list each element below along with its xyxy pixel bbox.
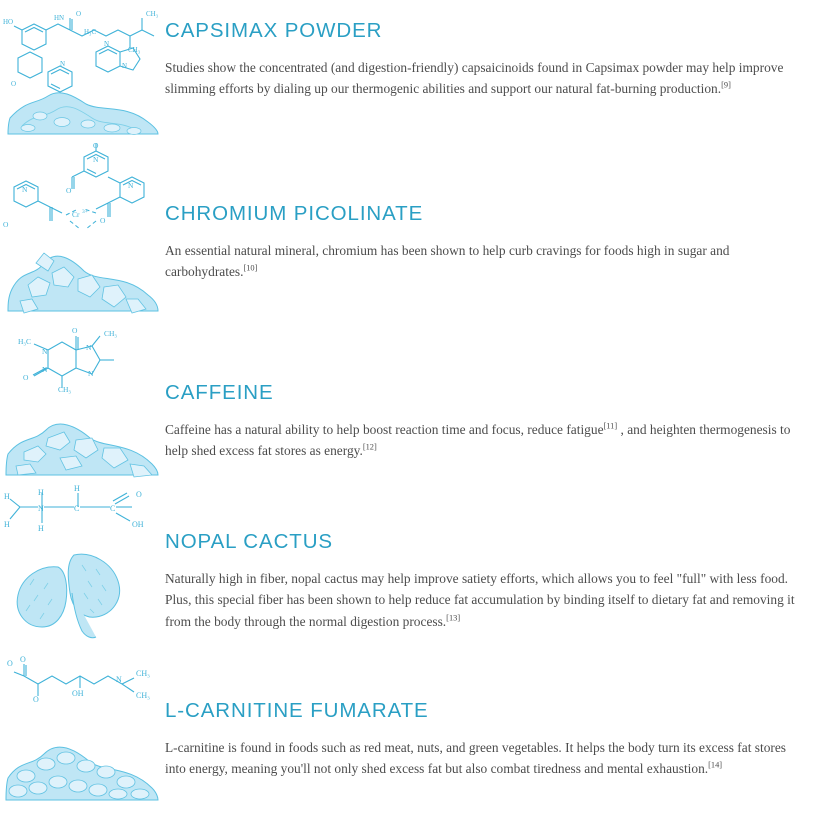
ingredient-body-capsimax-powder [165,57,802,100]
body-text: Caffeine has a natural ability to help boost reaction time and focus, reduce fatigue [165,421,604,437]
ingredient-capsimax-powder [0,0,824,143]
ingredient-body-l-carnitine-fumarate [165,737,802,780]
ingredient-nopal-cactus [0,481,824,652]
svg-text:O: O [76,10,82,18]
svg-text:O: O [23,373,29,382]
svg-text:CH₃: CH₃ [128,46,141,54]
page-title-nopal-cactus: NOPAL CACTUS [165,530,333,553]
chromium-picolinate-molecule-and-mineral-illustration [0,143,165,324]
svg-text:N: N [22,185,28,194]
svg-text:H: H [74,484,80,493]
svg-text:N: N [42,347,48,356]
page-title-caffeine: CAFFEINE [165,381,274,404]
svg-text:HN: HN [54,14,65,22]
citation-marker: [9] [721,80,731,90]
svg-text:C: C [110,504,116,513]
svg-text:O: O [93,143,99,150]
ingredient-caffeine [0,324,824,481]
ingredient-body-nopal-cactus [165,568,802,633]
svg-text:O: O [7,659,13,668]
svg-text:H₃C: H₃C [18,337,32,346]
citation-marker: [12] [362,442,377,452]
body-text: , and heighten thermogenesis to help shed excess fat stores as energy. [165,421,791,459]
svg-text:O: O [3,220,9,229]
page-title-capsimax-powder: CAPSIMAX POWDER [165,19,383,42]
svg-text:H: H [38,524,44,533]
svg-text:N: N [86,343,92,352]
svg-text:N: N [122,62,128,70]
citation-marker: [10] [243,263,258,273]
page-title-l-carnitine-fumarate: L-CARNITINE FUMARATE [165,699,429,722]
svg-text:CH₃: CH₃ [136,669,150,678]
nopal-cactus-molecule-and-cactus-illustration [0,481,165,652]
citation-marker: [13] [446,613,461,623]
body-text: L-carnitine is found in foods such as red meat, nuts, and green vegetables. It helps the body turn its excess fat stores into energy, meaning you'll not only shed excess fat but also combat tiredness and mental exhaustion. [165,739,787,777]
svg-text:O: O [100,216,106,225]
citation-marker: [14] [708,760,723,770]
svg-text:O: O [11,80,17,88]
ingredient-l-carnitine-fumarate [0,652,824,812]
svg-text:N: N [128,181,134,190]
svg-text:O: O [72,326,78,335]
svg-text:N: N [116,675,122,684]
l-carnitine-molecule-and-granules-illustration [0,652,165,812]
body-text: An essential natural mineral, chromium has been shown to help curb cravings for foods high in sugar and carbohydrates. [165,242,730,280]
svg-text:CH₃: CH₃ [104,329,118,338]
svg-text:N: N [88,369,94,378]
citation-marker: [11] [603,421,618,431]
svg-text:N: N [60,60,66,68]
svg-text:H: H [4,492,10,501]
svg-text:CH₃: CH₃ [58,385,72,394]
body-text: Naturally high in fiber, nopal cactus may help improve satiety efforts, which allows you to feel "full" with less food. Plus, this special fiber has been shown to help reduce fat accumulation by binding itself to dietary fat and removing it from the body through the normal digestion process. [165,570,795,629]
ingredient-text-chromium-picolinate [165,143,824,283]
svg-text:N: N [42,365,48,374]
svg-text:CH₃: CH₃ [146,10,159,18]
svg-text:O: O [33,695,39,704]
svg-text:3+: 3+ [82,209,88,215]
caffeine-molecule-and-crystals-illustration [0,324,165,481]
svg-text:O: O [136,490,142,499]
svg-text:H₃C: H₃C [84,28,97,36]
svg-text:O: O [20,655,26,664]
ingredient-text-nopal-cactus [165,481,824,633]
ingredient-chromium-picolinate [0,143,824,324]
ingredient-text-caffeine [165,324,824,462]
svg-text:H: H [4,520,10,529]
svg-text:HO: HO [3,18,14,26]
ingredient-text-l-carnitine-fumarate [165,652,824,780]
ingredient-body-chromium-picolinate [165,240,802,283]
svg-text:C: C [74,504,80,513]
page-title-chromium-picolinate: CHROMIUM PICOLINATE [165,202,424,225]
ingredient-body-caffeine [165,419,802,462]
svg-text:N: N [93,155,99,164]
svg-text:H: H [38,488,44,497]
svg-text:N: N [38,504,44,513]
svg-text:OH: OH [132,520,144,529]
body-text: Studies show the concentrated (and digestion-friendly) capsaicinoids found in Capsimax powder may help improve slimming efforts by dialing up our thermogenic abilities and support our natural fat-burning production. [165,59,784,97]
capsaicinoid-molecule-and-powder-illustration [0,0,165,143]
svg-text:Cr: Cr [72,210,80,219]
svg-text:CH₃: CH₃ [136,691,150,700]
ingredient-text-capsimax-powder [165,0,824,100]
svg-text:O: O [66,186,72,195]
svg-text:N: N [104,40,110,48]
svg-text:OH: OH [72,689,84,698]
